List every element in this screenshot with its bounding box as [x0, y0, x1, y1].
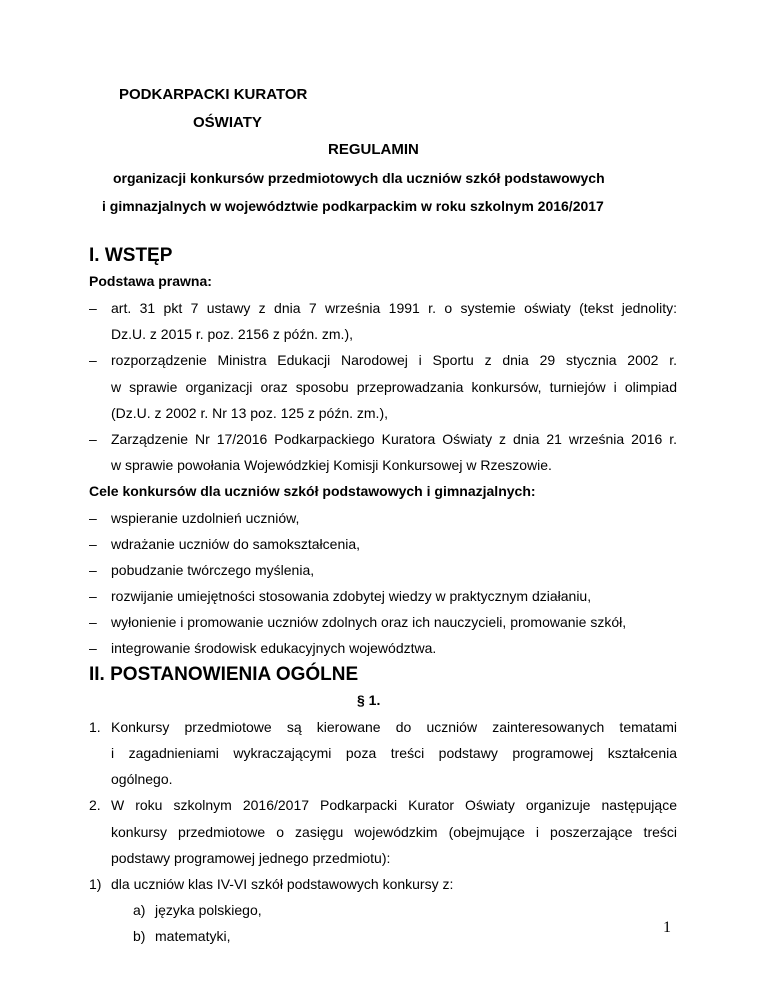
document-title: REGULAMIN — [328, 141, 419, 158]
legal-basis-item-cont: (Dz.U. z 2002 r. Nr 13 poz. 125 z późn. zm.), — [111, 405, 388, 421]
list-bullet: – — [89, 352, 97, 368]
list-bullet: – — [89, 588, 97, 604]
point-text-cont: i zagadnieniami wykraczającymi poza treści podstawy programowej kształcenia — [111, 745, 677, 761]
subject-letter: b) — [133, 928, 146, 944]
legal-basis-item: art. 31 pkt 7 ustawy z dnia 7 września 1991 r. o systemie oświaty (tekst jednolity: — [111, 300, 677, 316]
goal-item: rozwijanie umiejętności stosowania zdobytej wiedzy w praktycznym działaniu, — [111, 588, 592, 604]
legal-basis-item-cont: w sprawie powołania Wojewódzkiej Komisji Konkursowej w Rzeszowie. — [111, 457, 552, 473]
document-subtitle: organizacji konkursów przedmiotowych dla uczniów szkół podstawowych — [113, 170, 605, 186]
point-number: 2. — [89, 797, 101, 813]
list-bullet: – — [89, 510, 97, 526]
legal-basis-title: Podstawa prawna: — [89, 273, 212, 289]
goal-item: wdrażanie uczniów do samokształcenia, — [111, 536, 361, 552]
goal-item: pobudzanie twórczego myślenia, — [111, 562, 315, 578]
legal-basis-item: rozporządzenie Ministra Edukacji Narodowej i Sportu z dnia 29 stycznia 2002 r. — [111, 352, 677, 368]
point-text-cont: ogólnego. — [111, 771, 173, 787]
list-bullet: – — [89, 431, 97, 447]
document-subtitle-line2: i gimnazjalnych w województwie podkarpackim w roku szkolnym 2016/2017 — [102, 198, 604, 214]
list-bullet: – — [89, 300, 97, 316]
point-text: Konkursy przedmiotowe są kierowane do uczniów zainteresowanych tematami — [111, 719, 677, 735]
point-number: 1. — [89, 719, 101, 735]
goal-item: integrowanie środowisk edukacyjnych województwa. — [111, 640, 437, 656]
list-bullet: – — [89, 614, 97, 630]
organization-name-line2: OŚWIATY — [193, 114, 262, 131]
organization-name: PODKARPACKI KURATOR — [119, 86, 308, 103]
goal-item: wspieranie uzdolnień uczniów, — [111, 510, 300, 526]
subject-name: matematyki, — [155, 928, 231, 944]
list-bullet: – — [89, 536, 97, 552]
legal-basis-item-cont: w sprawie organizacji oraz sposobu przeprowadzania konkursów, turniejów i olimpiad — [111, 379, 677, 395]
goal-item: wyłonienie i promowanie uczniów zdolnych oraz ich nauczycieli, promowanie szkół, — [111, 614, 627, 630]
point-text-cont: podstawy programowej jednego przedmiotu): — [111, 850, 391, 866]
subpoint-text: dla uczniów klas IV-VI szkół podstawowych konkursy z: — [111, 876, 454, 892]
subject-letter: a) — [133, 902, 146, 918]
legal-basis-item-cont: Dz.U. z 2015 r. poz. 2156 z późn. zm.), — [111, 326, 353, 342]
list-bullet: – — [89, 562, 97, 578]
legal-basis-item: Zarządzenie Nr 17/2016 Podkarpackiego Kuratora Oświaty z dnia 21 września 2016 r. — [111, 431, 677, 447]
point-text: W roku szkolnym 2016/2017 Podkarpacki Kurator Oświaty organizuje następujące — [111, 797, 677, 813]
section-heading-introduction: I. WSTĘP — [89, 245, 173, 266]
list-bullet: – — [89, 640, 97, 656]
goals-title: Cele konkursów dla uczniów szkół podstawowych i gimnazjalnych: — [89, 483, 536, 499]
page-number: 1 — [663, 919, 671, 936]
paragraph-mark: § 1. — [357, 692, 381, 708]
section-heading-general-provisions: II. POSTANOWIENIA OGÓLNE — [89, 664, 359, 685]
subpoint-number: 1) — [89, 876, 102, 892]
point-text-cont: konkursy przedmiotowe o zasięgu wojewódzkim (obejmujące i poszerzające treści — [111, 824, 677, 840]
subject-name: języka polskiego, — [155, 902, 262, 918]
